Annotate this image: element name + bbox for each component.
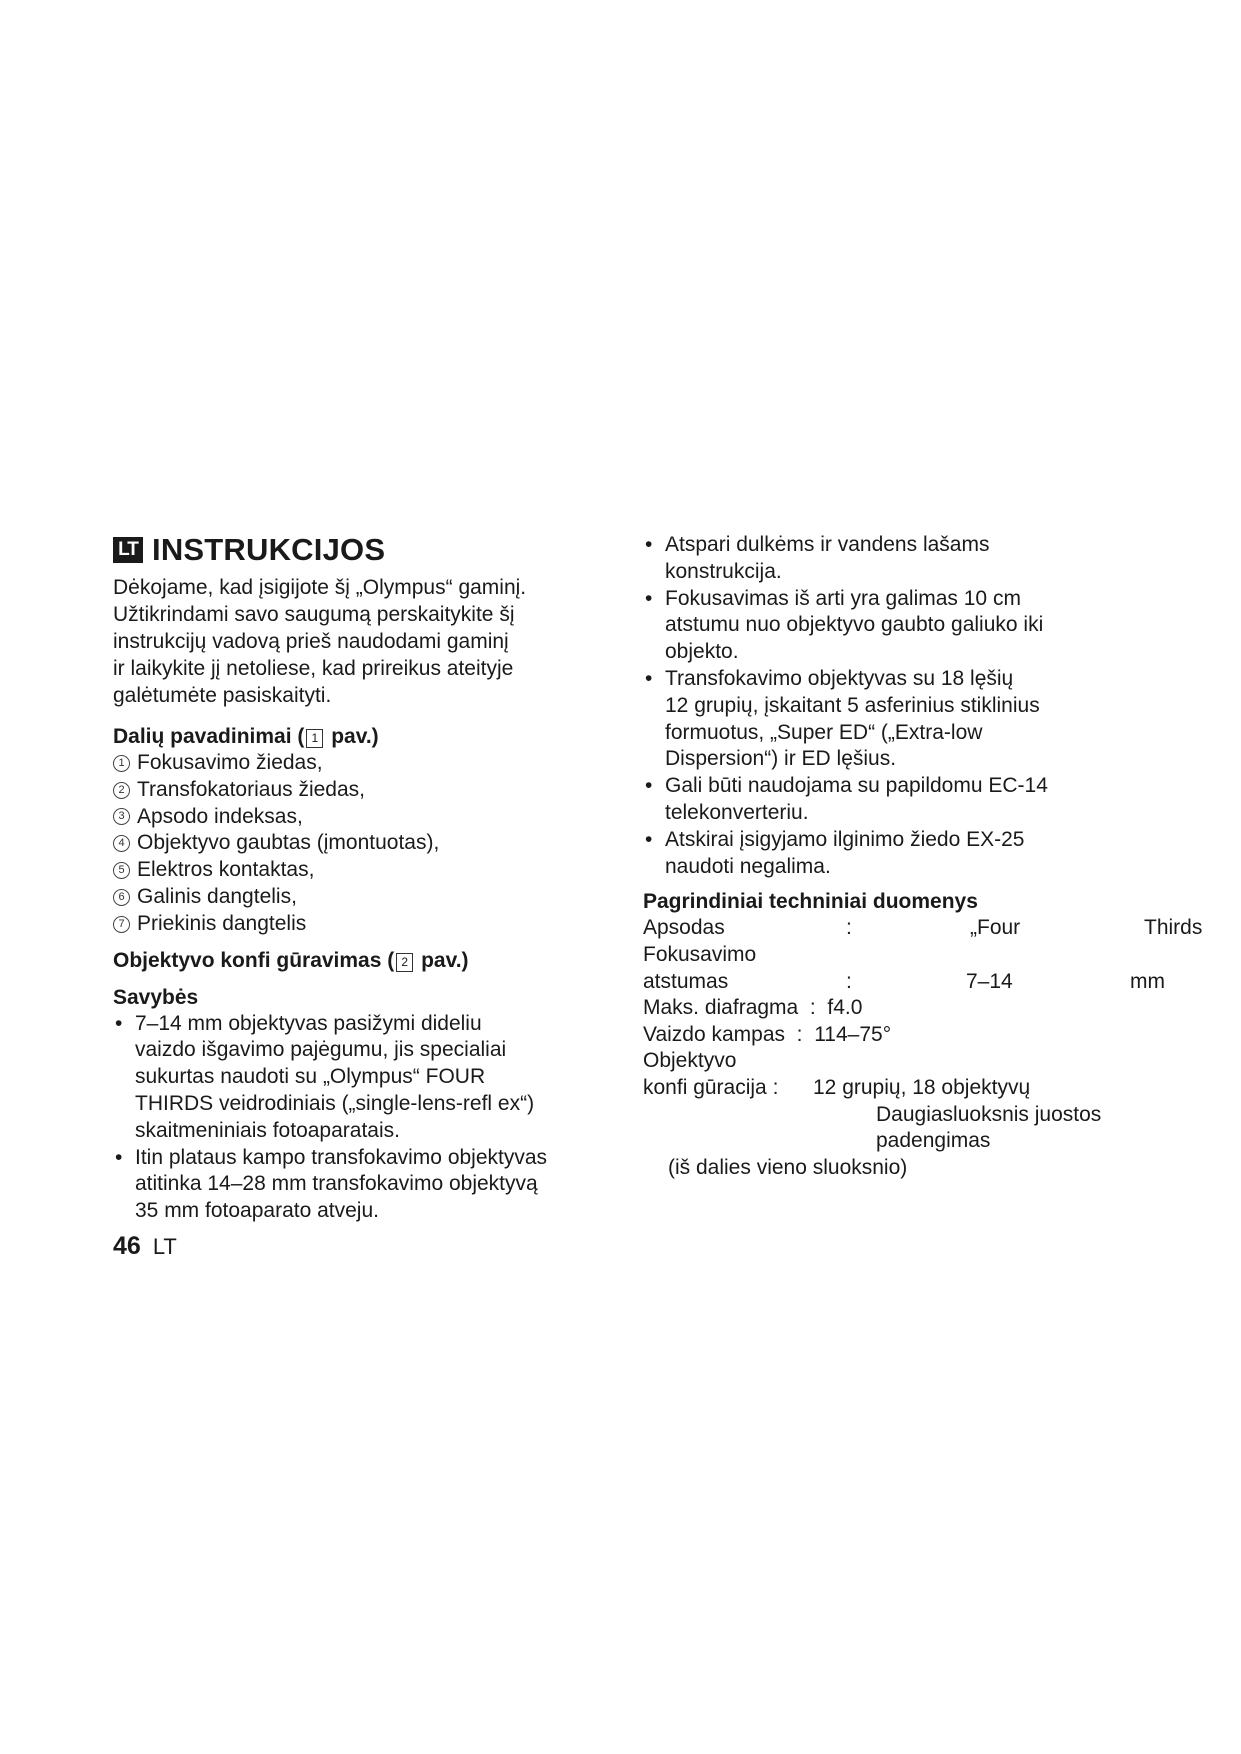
feature-line: konstrukcija. xyxy=(665,559,782,583)
bullet-icon: • xyxy=(115,1145,123,1169)
config-heading-start: Objektyvo konfi gūravimas ( xyxy=(113,948,395,972)
list-item xyxy=(643,532,1241,586)
feature-line: Atspari dulkėms ir vandens lašams xyxy=(665,533,990,556)
section-title-row xyxy=(113,530,603,570)
circled-number-icon: 4 xyxy=(113,835,130,852)
spec-value: Daugiasluoksnis juostos xyxy=(876,1102,1102,1126)
spec-row-focus-label xyxy=(643,942,1219,969)
spec-row-coating-2 xyxy=(643,1128,1219,1155)
list-item xyxy=(113,1145,603,1225)
spec-value: 12 grupių, 18 objektyvų xyxy=(813,1075,1031,1099)
feature-line: atstumu nuo objektyvo gaubto galiuko iki xyxy=(665,613,1044,637)
feature-line: Itin plataus kampo transfokavimo objektyvas xyxy=(135,1145,548,1169)
specifications-table xyxy=(643,915,1219,1181)
bullet-icon: • xyxy=(645,533,653,556)
features-heading: Savybės xyxy=(113,985,199,1009)
feature-line: Atskirai įsigyjamo ilginimo žiedo EX-25 xyxy=(665,827,1025,851)
feature-line: Dispersion“) ir ED lęšius. xyxy=(665,747,897,771)
bullet-icon: • xyxy=(645,827,653,851)
spec-row-lens xyxy=(643,1075,1219,1102)
list-item xyxy=(113,884,603,911)
spec-row-lens-label xyxy=(643,1048,1219,1075)
circled-number-icon: 6 xyxy=(113,889,130,906)
feature-line: skaitmeniniais fotoaparatais. xyxy=(135,1118,400,1142)
spec-colon: : xyxy=(846,916,852,940)
page-footer xyxy=(113,1232,177,1261)
feature-line: THIRDS veidrodiniais („single-lens-refl ex“) xyxy=(135,1091,535,1115)
right-column xyxy=(643,532,1241,1181)
spec-row-coating-3 xyxy=(643,1155,1219,1182)
spec-value: „Four xyxy=(970,916,1021,940)
spec-value: padengimas xyxy=(876,1129,991,1153)
part-label: Apsodo indeksas, xyxy=(137,804,303,828)
circled-number-icon: 3 xyxy=(113,808,130,825)
intro-line: galėtumėte pasiskaityti. xyxy=(113,684,332,707)
figure-1-icon: 1 xyxy=(306,729,323,748)
circled-number-icon: 1 xyxy=(113,755,130,772)
intro-line: Dėkojame, kad įsigijote šį „Olympus“ gaminį. xyxy=(113,576,527,599)
parts-heading xyxy=(113,723,603,750)
part-label: Objektyvo gaubtas (įmontuotas), xyxy=(137,831,440,855)
list-item xyxy=(113,857,603,884)
intro-paragraph xyxy=(113,574,603,709)
feature-line: vaizdo išgavimo pajėgumu, jis specialiai xyxy=(135,1038,507,1062)
spec-text: Maks. diafragma : f4.0 xyxy=(643,996,863,1020)
bullet-icon: • xyxy=(115,1011,123,1035)
spec-row-coating-1 xyxy=(643,1102,1219,1129)
spec-value: 7–14 xyxy=(966,969,1013,993)
list-item xyxy=(643,773,1241,827)
bullet-icon: • xyxy=(645,666,653,690)
config-heading-end: pav.) xyxy=(415,948,469,972)
parts-heading-start: Dalių pavadinimai ( xyxy=(113,725,305,748)
list-item xyxy=(113,911,603,938)
circled-number-icon: 7 xyxy=(113,916,130,933)
feature-line: Gali būti naudojama su papildomu EC-14 xyxy=(665,774,1048,798)
list-item xyxy=(113,1011,603,1145)
feature-line: 7–14 mm objektyvas pasižymi dideliu xyxy=(135,1011,482,1035)
spec-row-focus xyxy=(643,969,1219,996)
list-item xyxy=(113,777,603,804)
spec-label: Apsodas xyxy=(643,916,725,940)
list-item xyxy=(113,830,603,857)
feature-line: 35 mm fotoaparato atveju. xyxy=(135,1199,379,1223)
spec-unit: mm xyxy=(1130,969,1165,993)
list-item xyxy=(113,750,603,777)
intro-line: instrukcijų vadovą prieš naudodami gaminį xyxy=(113,630,509,653)
feature-line: naudoti negalima. xyxy=(665,854,831,878)
page-number: 46 xyxy=(113,1232,141,1260)
feature-line: Transfokavimo objektyvas su 18 lęšių xyxy=(665,666,1014,690)
spec-label: atstumas xyxy=(643,969,729,993)
page-language: LT xyxy=(152,1234,177,1259)
list-item xyxy=(643,586,1241,666)
part-label: Priekinis dangtelis xyxy=(137,911,307,935)
left-column xyxy=(113,530,603,1225)
part-label: Transfokatoriaus žiedas, xyxy=(137,777,365,801)
feature-line: 12 grupių, įskaitant 5 asferinius stiklinius xyxy=(665,693,1040,717)
intro-line: ir laikykite jį netoliese, kad prireikus ateityje xyxy=(113,657,514,680)
feature-line: sukurtas naudoti su „Olympus“ FOUR xyxy=(135,1065,486,1089)
spec-label: konfi gūracija : xyxy=(643,1075,779,1099)
spec-row-aperture xyxy=(643,995,1219,1022)
feature-line: atitinka 14–28 mm transfokavimo objektyvą xyxy=(135,1172,538,1196)
parts-list xyxy=(113,750,603,938)
bullet-icon: • xyxy=(645,586,653,610)
part-label: Elektros kontaktas, xyxy=(137,858,315,882)
feature-line: Fokusavimas iš arti yra galimas 10 cm xyxy=(665,586,1021,610)
spec-colon: : xyxy=(846,969,852,993)
circled-number-icon: 5 xyxy=(113,862,130,879)
spec-text: Vaizdo kampas : 114–75° xyxy=(643,1022,892,1046)
specifications-heading: Pagrindiniai techniniai duomenys xyxy=(643,890,978,914)
feature-line: formuotus, „Super ED“ („Extra-low xyxy=(665,720,983,744)
features-list-right xyxy=(643,532,1241,880)
configuration-heading xyxy=(113,947,603,974)
spec-label: Objektyvo xyxy=(643,1049,737,1073)
spec-value: Thirds xyxy=(1144,916,1203,940)
feature-line: telekonverteriu. xyxy=(665,800,809,824)
intro-line: Užtikrindami savo saugumą perskaitykite šį xyxy=(113,603,515,626)
list-item xyxy=(113,804,603,831)
figure-2-icon: 2 xyxy=(396,953,413,972)
features-list-left xyxy=(113,1011,603,1225)
feature-line: objekto. xyxy=(665,640,739,664)
bullet-icon: • xyxy=(645,774,653,798)
language-badge: LT xyxy=(113,537,143,563)
list-item xyxy=(643,827,1241,881)
circled-number-icon: 2 xyxy=(113,782,130,799)
spec-label: Fokusavimo xyxy=(643,942,757,966)
page-title: INSTRUKCIJOS xyxy=(152,532,386,567)
part-label: Galinis dangtelis, xyxy=(137,884,297,908)
part-label: Fokusavimo žiedas, xyxy=(137,751,323,774)
parts-heading-end: pav.) xyxy=(325,725,379,748)
spec-row-angle xyxy=(643,1022,1219,1049)
list-item xyxy=(643,666,1241,773)
spec-value: (iš dalies vieno sluoksnio) xyxy=(668,1155,908,1179)
spec-row-mount xyxy=(643,915,1219,942)
